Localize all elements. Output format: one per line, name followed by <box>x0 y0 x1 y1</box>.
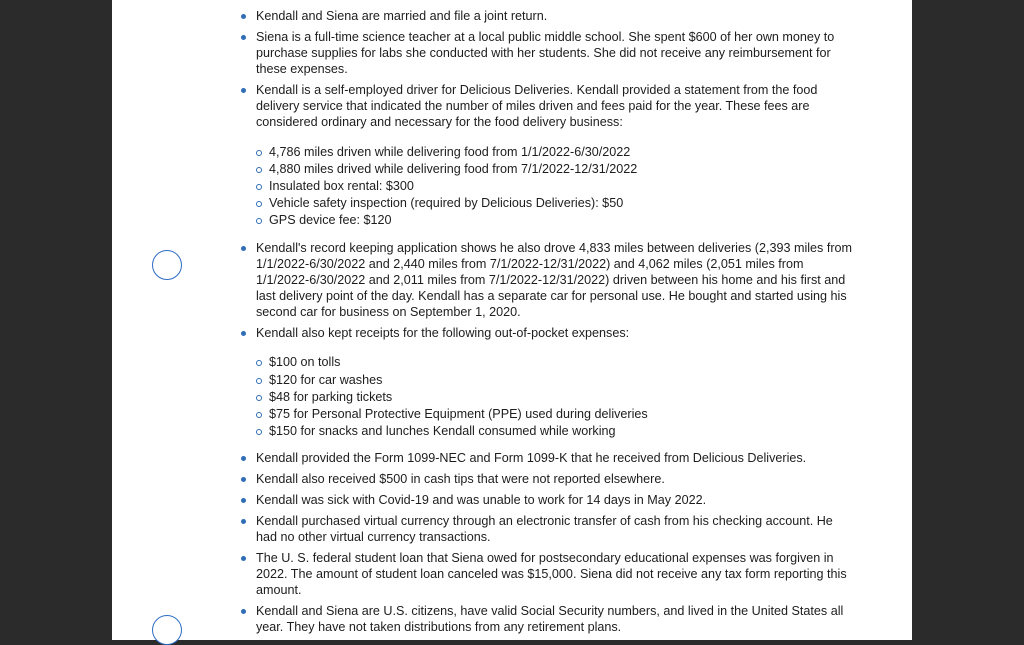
list-item: Kendall provided the Form 1099-NEC and Form 1099-K that he received from Delicious Deliveries. <box>242 450 854 466</box>
list-item: Kendall also received $500 in cash tips that were not reported elsewhere. <box>242 471 854 487</box>
list-item: The U. S. federal student loan that Siena owed for postsecondary educational expenses was forgiven in 2022. The amount of student loan canceled was $15,000. Siena did not receive any tax form reporting this amount. <box>242 550 854 599</box>
list-item: Insulated box rental: $300 <box>256 178 854 195</box>
list-item: Kendall also kept receipts for the following out-of-pocket expenses: <box>242 325 854 341</box>
list-item: $75 for Personal Protective Equipment (PPE) used during deliveries <box>256 406 854 423</box>
list-item: Kendall is a self-employed driver for Delicious Deliveries. Kendall provided a statement from the food delivery service that indicated the number of miles driven and fees paid for the year. These fees are considered ordinary and necessary for the food delivery business: <box>242 82 854 131</box>
list-item: Kendall was sick with Covid-19 and was unable to work for 14 days in May 2022. <box>242 492 854 508</box>
list-item: $100 on tolls <box>256 354 854 371</box>
list-item: 4,880 miles drived while delivering food from 7/1/2022-12/31/2022 <box>256 161 854 178</box>
list-item: Siena is a full-time science teacher at a local public middle school. She spent $600 of her own money to purchase supplies for labs she conducted with her students. She did not receive any reimbursement for these expenses. <box>242 29 854 78</box>
list-item: Kendall and Siena are U.S. citizens, have valid Social Security numbers, and lived in the United States all year. They have not taken distributions from any retirement plans. <box>242 603 854 635</box>
list-item: 4,786 miles driven while delivering food from 1/1/2022-6/30/2022 <box>256 144 854 161</box>
answer-radio-button[interactable] <box>152 250 182 280</box>
scenario-bullet-list <box>242 8 854 640</box>
list-item: Kendall purchased virtual currency through an electronic transfer of cash from his checking account. He had no other virtual currency transactions. <box>242 513 854 545</box>
answer-radio-button[interactable] <box>152 615 182 645</box>
list-item: Kendall and Siena are married and file a joint return. <box>242 8 854 24</box>
list-item: $48 for parking tickets <box>256 389 854 406</box>
list-item: GPS device fee: $120 <box>256 212 854 229</box>
list-item: $150 for snacks and lunches Kendall consumed while working <box>256 423 854 440</box>
list-item: $120 for car washes <box>256 372 854 389</box>
list-item: Vehicle safety inspection (required by Delicious Deliveries): $50 <box>256 195 854 212</box>
list-item: Kendall's record keeping application shows he also drove 4,833 miles between deliveries (2,393 miles from 1/1/2022-6/30/2022 and 2,440 miles from 7/1/2022-12/31/2022) and 4,062 miles (2,051 miles from 1/1/2022-6/30/2022 and 2,011 miles from 7/1/2022-12/31/2022) driven between his home and his first and last delivery point of the day. Kendall has a separate car for personal use. He bought and started using his second car for business on September 1, 2020. <box>242 240 854 321</box>
out-of-pocket-sublist <box>242 354 854 440</box>
delivery-fees-sublist <box>242 144 854 230</box>
